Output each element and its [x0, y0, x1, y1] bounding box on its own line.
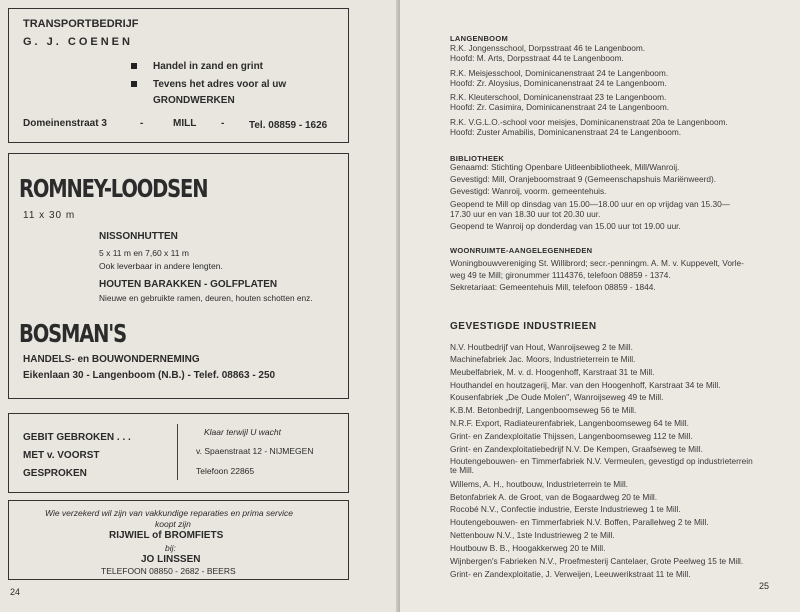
langenboom-line: Hoofd: Zuster Amabilis, Dominicanenstraat 24 te Langenboom.: [450, 127, 682, 137]
bibliotheek-line: Geopend te Wanroij op donderdag van 15.00 uur tot 19.00 uur.: [450, 221, 681, 231]
linssen-name: JO LINSSEN: [141, 554, 201, 565]
industrie-line: N.V. Houtbedrijf van Hout, Wanroijseweg 2 te Mill.: [450, 342, 633, 352]
langenboom-line: R.K. Meisjesschool, Dominicanenstraat 24 te Langenboom.: [450, 68, 669, 78]
section-heading-langenboom: LANGENBOOM: [450, 34, 508, 43]
bullet-square-icon: [131, 63, 137, 69]
voorst-line-1: GEBIT GEBROKEN . . .: [23, 432, 131, 443]
industrie-line: Grint- en Zandexploitatie Thijssen, Langenboomseweg 112 te Mill.: [450, 431, 693, 441]
romney-title: ROMNEY-LOODSEN: [19, 174, 208, 203]
coenen-city: MILL: [173, 118, 197, 129]
industrie-line: Houtengebouwen- en Timmerfabriek N.V. Boffen, Parallelweg 2 te Mill.: [450, 517, 709, 527]
voorst-line-2: MET v. VOORST: [23, 450, 100, 461]
coenen-bullet-2-text: Tevens het adres voor al uw: [153, 79, 287, 90]
linssen-koopt: koopt zijn: [155, 519, 191, 529]
linssen-bij: bij:: [165, 543, 176, 553]
romney-dims: 5 x 11 m en 7,60 x 11 m: [99, 248, 189, 258]
industrie-line: Meubelfabriek, M. v. d. Hoogenhoff, Karstraat 31 te Mill.: [450, 367, 655, 377]
langenboom-line: R.K. Kleuterschool, Dominicanenstraat 23 te Langenboom.: [450, 92, 667, 102]
coenen-name: G. J. COENEN: [23, 36, 133, 48]
coenen-bullet-2: [131, 79, 286, 90]
industrie-line: Grint- en Zandexploitatiebedrijf N.V. De Kempen, Graafseweg te Mill.: [450, 444, 703, 454]
industrie-line: Grint- en Zandexploitatie, J. Verweijen, Leeuwerikstraat 11 te Mill.: [450, 569, 691, 579]
coenen-bullet-1-text: Handel in zand en grint: [153, 61, 264, 72]
page-number-right: 25: [759, 581, 770, 591]
industrie-line: Houtengebouwen- en Timmerfabriek N.V. Vermeulen, gevestigd op industrieterrein: [450, 456, 753, 466]
coenen-ad: [8, 8, 349, 143]
section-heading-industrieen: GEVESTIGDE INDUSTRIEEN: [450, 321, 597, 332]
bibliotheek-line: 17.30 uur en van 18.30 uur tot 20.30 uur.: [450, 209, 601, 219]
linssen-ad: [8, 500, 349, 580]
langenboom-line: R.K. Jongensschool, Dorpsstraat 46 te Langenboom.: [450, 43, 646, 53]
section-heading-woonruimte: WOONRUIMTE-AANGELEGENHEDEN: [450, 246, 593, 255]
romney-size: 11 x 30 m: [23, 210, 76, 221]
voorst-right-1: Klaar terwijl U wacht: [204, 427, 281, 437]
bosman-address: Eikenlaan 30 - Langenboom (N.B.) - Telef. 08863 - 250: [23, 370, 276, 381]
romney-nissen: NISSONHUTTEN: [99, 231, 178, 242]
right-page: [400, 0, 800, 612]
coenen-bullet-1: [131, 61, 263, 72]
coenen-address: Domeinenstraat 3: [23, 118, 107, 129]
industrie-line: Machinefabriek Jac. Moors, Industrieterrein te Mill.: [450, 354, 636, 364]
voorst-ad: [8, 413, 349, 493]
romney-barakken: HOUTEN BARAKKEN - GOLFPLATEN: [99, 279, 278, 290]
coenen-dash-2: -: [221, 118, 225, 129]
industrie-line: Wijnbergen's Fabrieken N.V., Proefmesterij Cantelaer, Grote Peelweg 15 te Mill.: [450, 556, 744, 566]
section-heading-bibliotheek: BIBLIOTHEEK: [450, 154, 505, 163]
langenboom-line: Hoofd: M. Arts, Dorpsstraat 44 te Langenboom.: [450, 53, 624, 63]
voorst-right-3: Telefoon 22865: [196, 466, 255, 476]
coenen-dash-1: -: [140, 118, 144, 129]
page-number-left: 24: [10, 587, 21, 597]
coenen-company: TRANSPORTBEDRIJF: [23, 18, 139, 30]
industrie-line: Rocobé N.V., Confectie industrie, Eerste Industrieweg 1 te Mill.: [450, 504, 681, 514]
industrie-line: Willems, A. H., houtbouw, Industrieterrein te Mill.: [450, 479, 628, 489]
woonruimte-line: Sekretariaat: Gemeentehuis Mill, telefoon 08859 - 1844.: [450, 282, 656, 292]
romney-ramen: Nieuwe en gebruikte ramen, deuren, houten schotten enz.: [99, 293, 313, 303]
romney-lengths: Ook leverbaar in andere lengten.: [99, 261, 223, 271]
bosman-line1: HANDELS- en BOUWONDERNEMING: [23, 354, 200, 365]
industrie-line: N.R.F. Export, Radiateurenfabriek, Langenboomseweg 64 te Mill.: [450, 418, 689, 428]
bibliotheek-line: Gevestigd: Mill, Oranjeboomstraat 9 (Gemeenschapshuis Mariënweerd).: [450, 174, 717, 184]
voorst-divider: [177, 424, 178, 480]
linssen-intro: Wie verzekerd wil zijn van vakkundige reparaties en prima service: [45, 508, 293, 518]
industrie-line: Betonfabriek A. de Groot, van de Bogaardweg 20 te Mill.: [450, 492, 658, 502]
left-page: [0, 0, 398, 612]
linssen-tel: TELEFOON 08850 - 2682 - BEERS: [101, 566, 236, 576]
industrie-line: te Mill.: [450, 465, 474, 475]
industrie-line: Kousenfabriek „De Oude Molen", Wanroijseweg 49 te Mill.: [450, 392, 664, 402]
industrie-line: Houtbouw B. B., Hoogakkerweg 20 te Mill.: [450, 543, 606, 553]
industrie-line: Houthandel en houtzagerij, Mar. van den Hoogenhoff, Karstraat 34 te Mill.: [450, 380, 721, 390]
bullet-square-icon: [131, 81, 137, 87]
bibliotheek-line: Gevestigd: Wanroij, voorm. gemeentehuis.: [450, 186, 607, 196]
industrie-line: K.B.M. Betonbedrijf, Langenboomseweg 56 te Mill.: [450, 405, 637, 415]
bibliotheek-line: Genaamd: Stichting Openbare Uitleenbibliotheek, Mill/Wanroij.: [450, 162, 680, 172]
voorst-right-2: v. Spaenstraat 12 - NIJMEGEN: [196, 446, 314, 456]
langenboom-line: Hoofd: Zr. Casimira, Dominicanenstraat 24 te Langenboom.: [450, 102, 670, 112]
coenen-grondwerken: GRONDWERKEN: [153, 95, 235, 106]
woonruimte-line: weg 49 te Mill; gironummer 1114376, telefoon 08859 - 1374.: [450, 270, 671, 280]
voorst-line-3: GESPROKEN: [23, 468, 87, 479]
langenboom-line: Hoofd: Zr. Aloysius, Dominicanenstraat 24 te Langenboom.: [450, 78, 667, 88]
bosman-title: BOSMAN'S: [19, 319, 126, 348]
linssen-rijwiel: RIJWIEL of BROMFIETS: [109, 530, 224, 541]
woonruimte-line: Woningbouwvereniging St. Willibrord; secr.-penningm. A. M. v. Kuppevelt, Vorle-: [450, 258, 744, 268]
langenboom-line: R.K. V.G.L.O.-school voor meisjes, Dominicanenstraat 20a te Langenboom.: [450, 117, 728, 127]
industrie-line: Nettenbouw N.V., 1ste Industrieweg 2 te Mill.: [450, 530, 615, 540]
bibliotheek-line: Geopend te Mill op dinsdag van 15.00—18.00 uur en op vrijdag van 15.30—: [450, 199, 730, 209]
romney-bosman-ad: [8, 153, 349, 399]
coenen-tel: Tel. 08859 - 1626: [249, 120, 328, 131]
